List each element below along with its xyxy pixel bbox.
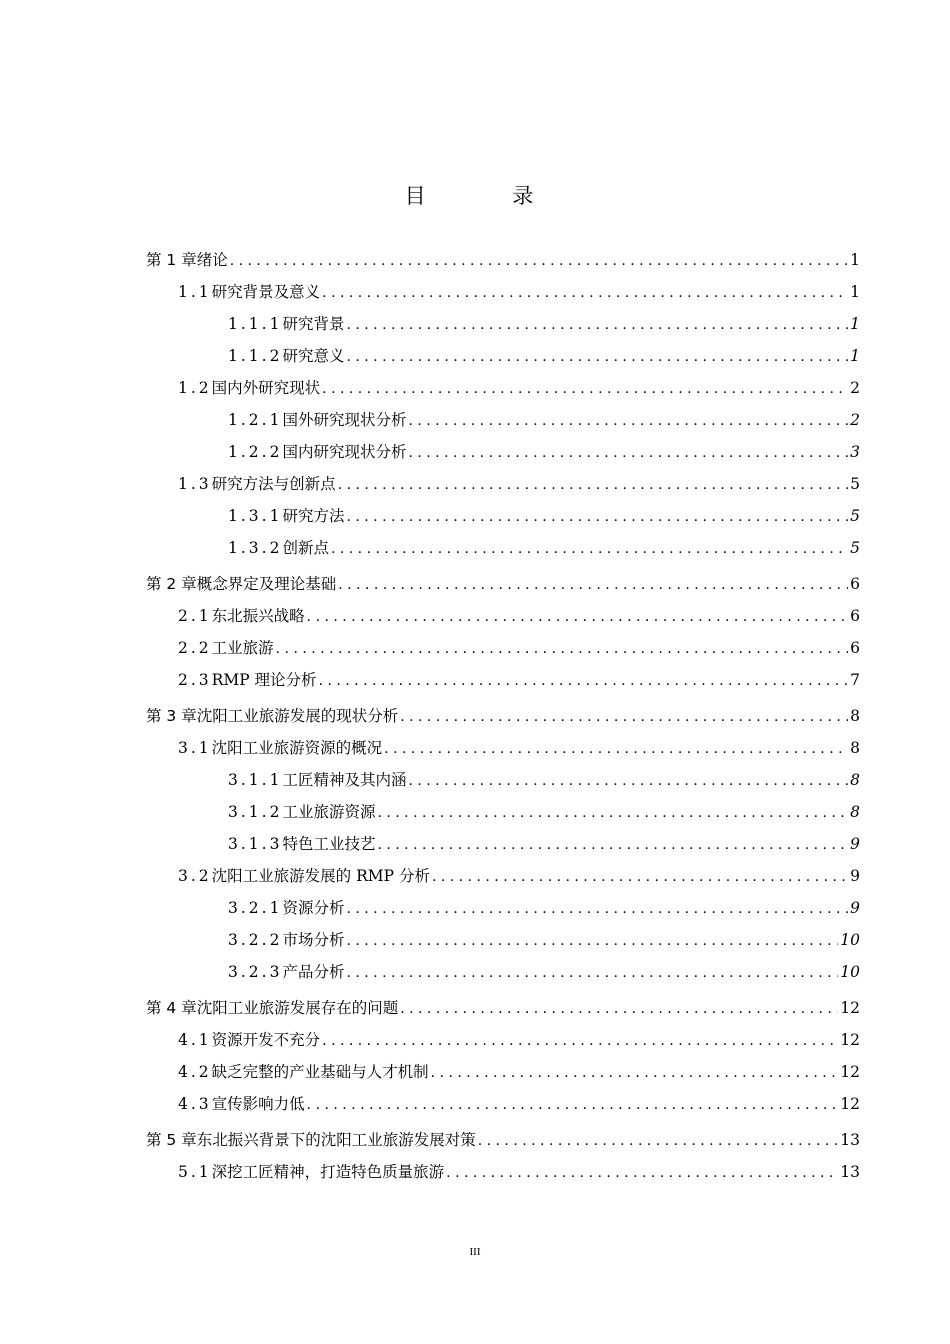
page-number-footer: III: [469, 1246, 481, 1258]
toc-entry-number: 3.1: [178, 739, 212, 757]
dot-leader: [408, 437, 848, 469]
toc-entry-number: 2.1: [178, 607, 212, 625]
toc-entry-page: 5: [850, 475, 860, 493]
toc-entry-page: 5: [850, 507, 860, 525]
dot-leader: [307, 601, 848, 633]
toc-entry[interactable]: [146, 732, 860, 764]
toc-entry-title: 绪论: [196, 251, 228, 269]
toc-entry-number: 1.1.2: [228, 347, 283, 365]
toc-entry-title: 深挖工匠精神，打造特色质量旅游: [211, 1163, 445, 1181]
toc-entry[interactable]: [146, 532, 860, 564]
toc-entry[interactable]: [146, 244, 860, 276]
toc-entry-number: 1.3.2: [228, 539, 283, 557]
dot-leader: [307, 1089, 839, 1121]
toc-entry-title: 沈阳工业旅游资源的概况: [211, 739, 383, 757]
toc-entry-number: 1.1: [178, 283, 212, 301]
toc-entry-title: 沈阳工业旅游发展的现状分析: [196, 707, 399, 725]
toc-entry[interactable]: [146, 436, 860, 468]
toc-entry[interactable]: [146, 632, 860, 664]
toc-entry[interactable]: [146, 664, 860, 696]
dot-leader: [377, 829, 848, 861]
dot-leader: [446, 1157, 838, 1189]
dot-leader: [322, 373, 848, 405]
toc-entry-page: 7: [850, 671, 860, 689]
toc-entry-page: 12: [840, 1063, 860, 1081]
toc-entry-title: 东北振兴战略: [211, 607, 305, 625]
toc-entry[interactable]: [146, 372, 860, 404]
toc-entry-title: 研究方法: [282, 507, 345, 525]
toc-entry-page: 9: [850, 835, 860, 853]
toc-entry[interactable]: [146, 1024, 860, 1056]
toc-entry-title: 研究背景及意义: [211, 283, 321, 301]
toc-entry-title: 产品分析: [282, 963, 345, 981]
toc-entry-number: 第 2 章: [146, 575, 197, 593]
toc-entry[interactable]: [146, 1056, 860, 1088]
toc-entry-title: 概念界定及理论基础: [196, 575, 337, 593]
toc-entry-page: 8: [850, 771, 860, 789]
toc-entry[interactable]: [146, 924, 860, 956]
toc-entry-page: 8: [850, 739, 860, 757]
dot-leader: [346, 893, 848, 925]
toc-entry-page: 13: [840, 1131, 860, 1149]
toc-entry-number: 1.1.1: [228, 315, 283, 333]
toc-entry-title: 沈阳工业旅游发展的 RMP 分析: [211, 867, 430, 885]
dot-leader: [338, 469, 848, 501]
dot-leader: [346, 957, 838, 989]
toc-entry-number: 3.1.1: [228, 771, 283, 789]
toc-entry[interactable]: [146, 992, 860, 1024]
toc-entry-title: 市场分析: [282, 931, 345, 949]
dot-leader: [346, 341, 848, 373]
toc-entry-number: 第 4 章: [146, 999, 197, 1017]
dot-leader: [346, 501, 848, 533]
toc-entry-number: 4.2: [178, 1063, 212, 1081]
toc-entry-title: 宣传影响力低: [211, 1095, 305, 1113]
toc-entry-title: 工匠精神及其内涵: [282, 771, 407, 789]
dot-leader: [322, 1025, 838, 1057]
dot-leader: [230, 245, 848, 277]
toc-entry-page: 1: [850, 347, 860, 365]
toc-entry-page: 12: [840, 999, 860, 1017]
toc-entry-number: 3.2.1: [228, 899, 283, 917]
toc-entry-title: 工业旅游: [211, 639, 274, 657]
toc-entry-number: 1.3.1: [228, 507, 283, 525]
dot-leader: [478, 1125, 839, 1157]
toc-entry-title: 资源分析: [282, 899, 345, 917]
toc-entry-page: 1: [850, 283, 860, 301]
toc-entry-number: 3.2.3: [228, 963, 283, 981]
toc-entry-page: 2: [850, 411, 860, 429]
table-of-contents: [146, 244, 860, 1188]
toc-entry-number: 2.3: [178, 671, 212, 689]
toc-entry-title: 国内研究现状分析: [282, 443, 407, 461]
dot-leader: [431, 1057, 839, 1089]
toc-entry-page: 1: [850, 315, 860, 333]
dot-leader: [322, 277, 848, 309]
toc-entry-title: 研究方法与创新点: [211, 475, 336, 493]
toc-entry-page: 12: [840, 1095, 860, 1113]
toc-entry-title: 研究背景: [282, 315, 345, 333]
toc-entry[interactable]: [146, 1088, 860, 1120]
toc-entry-title: 资源开发不充分: [211, 1031, 321, 1049]
toc-entry-title: 东北振兴背景下的沈阳工业旅游发展对策: [196, 1131, 476, 1149]
toc-entry-title: 国内外研究现状: [211, 379, 321, 397]
toc-entry-page: 10: [840, 931, 860, 949]
dot-leader: [346, 925, 838, 957]
dot-leader: [384, 733, 848, 765]
toc-entry-title: 特色工业技艺: [282, 835, 376, 853]
toc-entry-page: 5: [850, 539, 860, 557]
dot-leader: [432, 861, 848, 893]
toc-entry[interactable]: [146, 1156, 860, 1188]
toc-entry-number: 第 3 章: [146, 707, 197, 725]
dot-leader: [377, 797, 848, 829]
toc-entry[interactable]: [146, 404, 860, 436]
dot-leader: [319, 665, 849, 697]
toc-entry-page: 6: [850, 639, 860, 657]
toc-entry[interactable]: [146, 796, 860, 828]
toc-entry[interactable]: [146, 468, 860, 500]
toc-entry-page: 6: [850, 607, 860, 625]
toc-entry-number: 第 1 章: [146, 251, 197, 269]
toc-entry-page: 2: [850, 379, 860, 397]
toc-entry-title: 工业旅游资源: [282, 803, 376, 821]
toc-entry[interactable]: [146, 340, 860, 372]
dot-leader: [346, 309, 848, 341]
dot-leader: [408, 405, 848, 437]
dot-leader: [276, 633, 848, 665]
toc-entry[interactable]: [146, 276, 860, 308]
dot-leader: [331, 533, 848, 565]
toc-entry-page: 6: [850, 575, 860, 593]
toc-entry[interactable]: [146, 600, 860, 632]
toc-entry-page: 3: [850, 443, 860, 461]
toc-entry-page: 9: [850, 899, 860, 917]
toc-entry-number: 4.1: [178, 1031, 212, 1049]
toc-entry[interactable]: [146, 860, 860, 892]
toc-entry-page: 10: [840, 963, 860, 981]
toc-entry-page: 13: [840, 1163, 860, 1181]
toc-entry[interactable]: [146, 956, 860, 988]
dot-leader: [400, 701, 848, 733]
toc-entry-number: 1.3: [178, 475, 212, 493]
toc-entry-number: 3.1.3: [228, 835, 283, 853]
toc-entry-page: 1: [850, 251, 860, 269]
toc-entry-number: 3.2.2: [228, 931, 283, 949]
toc-entry[interactable]: [146, 1124, 860, 1156]
toc-entry-number: 3.1.2: [228, 803, 283, 821]
toc-entry-title: 国外研究现状分析: [282, 411, 407, 429]
toc-entry-number: 5.1: [178, 1163, 212, 1181]
toc-entry-number: 2.2: [178, 639, 212, 657]
toc-entry-number: 1.2.1: [228, 411, 283, 429]
toc-entry[interactable]: [146, 308, 860, 340]
toc-entry-page: 8: [850, 707, 860, 725]
toc-entry[interactable]: [146, 700, 860, 732]
toc-entry-page: 8: [850, 803, 860, 821]
toc-entry-title: 创新点: [282, 539, 329, 557]
toc-entry[interactable]: [146, 892, 860, 924]
toc-entry-page: 12: [840, 1031, 860, 1049]
toc-entry-number: 4.3: [178, 1095, 212, 1113]
toc-entry-page: 9: [850, 867, 860, 885]
toc-title: 目 录: [404, 184, 574, 208]
toc-entry[interactable]: [146, 828, 860, 860]
toc-entry-number: 1.2.2: [228, 443, 283, 461]
toc-entry[interactable]: [146, 568, 860, 600]
toc-entry-number: 1.2: [178, 379, 212, 397]
dot-leader: [408, 765, 848, 797]
toc-entry[interactable]: [146, 500, 860, 532]
dot-leader: [338, 569, 848, 601]
toc-entry-title: RMP 理论分析: [211, 671, 317, 689]
toc-entry[interactable]: [146, 764, 860, 796]
toc-entry-title: 研究意义: [282, 347, 345, 365]
dot-leader: [400, 993, 838, 1025]
toc-entry-number: 第 5 章: [146, 1131, 197, 1149]
toc-entry-number: 3.2: [178, 867, 212, 885]
toc-entry-title: 沈阳工业旅游发展存在的问题: [196, 999, 399, 1017]
toc-entry-title: 缺乏完整的产业基础与人才机制: [211, 1063, 429, 1081]
